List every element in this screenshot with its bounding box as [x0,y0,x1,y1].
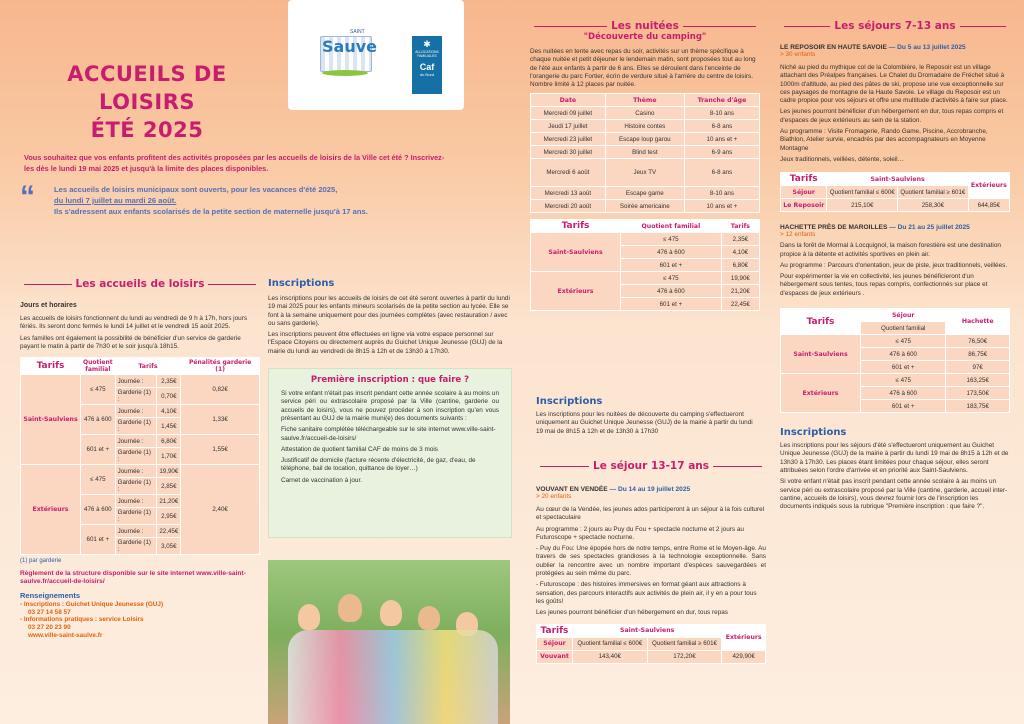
accueils-section: Les accueils de loisirs Jours et horaires Les accueils de loisirs fonctionnent du lundi au vendredi de 9 h à 17h, hors jours fériés. Ils seront donc fermés le lundi 14 juillet et le vendredi 15 août 2025. Les familles ont également la possibilité de bénéficier d'un service de garderie payant le matin à partir de 7h30 et le soir jusqu'à 18h15. Tarifs Quotient familial Tarifs Pénalités garderie (1) Saint-Saulviens ≤ 475 Journée : 2,35€ 0,82€ Garderie (1) : 0,70€ 476 à 600 Journée : 4,10€ 1,33€ Garderie (1) : 1,45€ 601 et + Journée : 6,80€ 1,55€ Garderie (1) : 1,70€ Extérieurs ≤ 475 Journée : 19,90€ 2,40€ Garderie (1) : 2,85€ 476 à 600 Journée : 21,20€ Garderie (1) : 2,95€ 601 et + Journée : 22,45€ Garderie (1) : 3,05€ (1) par garderie Règlement de la structure disponible sur le site internet www.ville-saint-saulve.fr/accueil-de-loisirs/ Renseignements - Inscriptions : Guichet Unique Jeunesse (GUJ) 03 27 14 58 57 - Informations pratiques : service Loisirs 03 27 20 23 90 www.ville-saint-saulve.fr [20,278,260,724]
sejour-13-17-section: Le séjour 13-17 ans VOUVANT EN VENDÉE — Du 14 au 19 juillet 2025 > 20 enfants Au cœur de la Vendée, les jeunes ados participeront à un séjour à la fois culturel et spectaculaire Au programme : 2 jours au Puy du Fou + spectacle nocturne et 2 jours au Futuroscope + spectacle nocturne. - Puy du Fou: Une épopée hors de notre temps, entre Rome et le Moyen-âge. Au travers de ses spectacles grandioses à la technologie exceptionnelle. Sans oublier la rencontre avec un nombre important d'espèces sauvegardées et protégées au sein même du parc. - Futuroscope : des histoires immersives en format géant aux attractions à sensation, des parcours interactifs aux activités de plein air, il y en a pour tous les goûts! Les jeunes pourront bénéficier d'un hébergement en dur, tous repas Tarifs Saint-Saulviens Extérieurs Séjour Quotient familial ≤ 600€ Quotient familial ≥ 601€ Vouvant 143,40€ 172,20€ 429,90€ [536,460,766,724]
sejour-13-17-heading: Le séjour 13-17 ans [536,460,766,472]
inscriptions-section: Inscriptions Les inscriptions pour les accueils de loisirs de cet été seront ouvertes à partir du lundi 19 mai 2025 pour les enfants mineurs scolarisés de la petite section au lycée. Elle se font à la semaine uniquement pour des journées complètes (avec restauration / avec ou sans garderie). Les inscriptions peuvent être effectuées en ligne via votre espace personnel sur l'Espace Citoyens ou directement auprès du Guichet Unique Jeunesse (GUJ) de la mairie du lundi au vendredi de 8h15 à 12h et de 13h30 à 17h30. Première inscription : que faire ? Si votre enfant n'était pas inscrit pendant cette année scolaire à au moins un service péri ou extrascolaire proposé par la Ville (cantine, garderie ou accueils de loisirs), vous ne pouvez procéder à son inscription qu'en vous présentant au GUJ de la mairie muni(e) des documents suivants : Fiche sanitaire complétée téléchargeable sur le site internet www.ville-saint-saulve.fr/accueil-de-loisirs/ Attestation de quotient familial CAF de moins de 3 mois Justificatif de domicile (facture récente d'électricité, de gaz, d'eau, de téléphone, bail de location, quittance de loyer…) Carnet de vaccination à jour. [268,278,512,724]
sejours-7-13-heading: Les séjours 7-13 ans [780,20,1010,32]
sejours-7-13-section: Les séjours 7-13 ans LE REPOSOIR EN HAUTE SAVOIE — Du 5 au 13 juillet 2025 > 30 enfants Niché au pied du mythique col de la Colombière, le Reposoir est un village attachant des Préalpes françaises. Le Chalet du Dromadaire de Fréchet situé à 1000m d'altitude, au pied des pâtes de ski, propose une vue exceptionnelle sur ces paysages de montagne de la Haute Savoie. Le village du Reposoir est un cadre propice pour vos séjours et offre une multitude d'activités à faire sur place. Les jeunes pourront bénéficier d'un hébergement en dur, tous repas compris et d'espaces de jeux extérieurs au sein de la station. Au programme : Visite Fromagerie, Rando Game, Piscine, Accrobranche, Biathlon, Atelier survie, encadrés par des accompagnateurs en Moyenne Montagne Jeux traditionnels, veillées, détente, soleil… Tarifs Saint-Saulviens Extérieurs Séjour Quotient familial ≤ 600€ Quotient familial ≥ 601€ Le Reposoir 215,10€ 258,30€ 644,85€ HACHETTE PRÈS DE MAROILLES — Du 21 au 25 juillet 2025 > 12 enfants Dans la forêt de Mormal à Locquignol, la maison forestière est une destination propice à la détente et activités sportives en plein air. Au programme : Parcours d'orientation, jeux de piste, jeux traditionnels, veillées. Pour expérimenter la vie en collectivité, les jeunes bénéficieront d'un hébergement sous tentes, tous repas compris, confectionnés sur place et d'espaces de jeux extérieurs . Tarifs Séjour Hachette Quotient familial Saint-Saulviens ≤ 475 76,50€ 476 à 600 86,75€ 601 et + 97€ Extérieurs ≤ 475 163,25€ 476 à 600 173,50€ 601 et + 183,75€ Inscriptions Les inscriptions pour les séjours d'été s'effectueront uniquement au Guichet Unique Jeunesse (GUJ) de la mairie à partir du lundi 19 mai de 8h15 à 12h et de 13h30 à 17h30. Les places étant limitées pour chaque séjour, elles seront attribuées selon l'ordre d'arrivée et en priorité aux Saint-Saulviens. Si votre enfant n'était pas inscrit pendant cette année scolaire à au moins un service péri ou extrascolaire proposé par la Ville (cantine, garderie, accueil inter-cantine, accueils de loisirs), vous devrez fournir lors de l'inscription les documents indiqués sous la rubrique "Première inscription : que faire ?". [780,20,1009,511]
nuitees-section: Les nuitées "Découverte du camping" Des nuitées en tente avec repas du soir, activités sur un thème spécifique à chaque nuitée et petit déjeuner le lendemain matin, sont proposées tout au long de l'été aux enfants à partir de 6 ans. Elles se déroulent dans l'enceinte de l'orangerie du parc Fortier, écrin de verdure situé à l'arrière du centre de loisirs. Nombre limité à 12 places par nuitée. Date Thème Tranche d'âge Mercredi 09 juillet Casino 8-10 ans Jeudi 17 juillet Histoire contes 6-8 ans Mercredi 23 juillet Escape loup garou 10 ans et + Mercredi 30 juillet Blind test 6-9 ans Mercredi 6 août Jeux TV 6-8 ans Mercredi 13 août Escape game 8-10 ans Mercredi 20 août Soirée americaine 10 ans et + Tarifs Quotient familial Tarifs Saint-Saulviens ≤ 475 2,35€ 476 à 600 4,10€ 601 et + 6,80€ Extérieurs ≤ 475 19,90€ 476 à 600 21,20€ 601 et + 22,45€ [530,20,760,440]
first-registration-box: Première inscription : que faire ? Si votre enfant n'était pas inscrit pendant cette année scolaire à au moins un service péri ou extrascolaire proposé par la Ville (cantine, garderie ou accueils de loisirs), vous ne pouvez procéder à son inscription qu'en vous présentant au GUJ de la mairie muni(e) des documents suivants : Fiche sanitaire complétée téléchargeable sur le site internet www.ville-saint-saulve.fr/accueil-de-loisirs/ Attestation de quotient familial CAF de moins de 3 mois Justificatif de domicile (facture récente d'électricité, de gaz, d'eau, de téléphone, bail de location, quittance de loyer…) Carnet de vaccination à jour. [268,368,512,538]
table-row: Mercredi 6 août Jeux TV 6-8 ans [531,159,760,187]
reposoir-tarifs-table: Tarifs Saint-Saulviens Extérieurs Séjour Quotient familial ≤ 600€ Quotient familial ≥ 601€ Le Reposoir 215,10€ 258,30€ 644,85€ [780,172,1010,212]
nuitees-table: Date Thème Tranche d'âge Mercredi 09 juillet Casino 8-10 ans Jeudi 17 juillet Histoire contes 6-8 ans Mercredi 23 juillet Escape loup garou 10 ans et + Mercredi 30 juillet Blind test 6-9 ans Mercredi 6 août Jeux TV 6-8 ans Mercredi 13 août Escape game 8-10 ans Mercredi 20 août Soirée americaine 10 ans et + [530,93,760,213]
table-row: Mercredi 23 juillet Escape loup garou 10 ans et + [531,133,760,146]
saint-saulve-logo: SAINT Sauve [316,24,378,80]
nuitees-inscriptions: Inscriptions Les inscriptions pour les nuitées de découverte du camping s'effectueront uniquement au Guichet Unique Jeunesse (GUJ) de la mairie à partir du lundi 19 mai de 8h15 à 12h et de 13h30 à 17h30 [536,396,753,435]
logo-card [288,0,464,110]
table-row: Mercredi 13 août Escape game 8-10 ans [531,187,760,200]
page-title: ACCUEILS DE LOISIRS ÉTÉ 2025 [67,62,227,142]
accueils-heading: Les accueils de loisirs [20,278,260,290]
hachette-tarifs-table: Tarifs Séjour Hachette Quotient familial Saint-Saulviens ≤ 475 76,50€ 476 à 600 86,75€ 601 et + 97€ Extérieurs ≤ 475 163,25€ 476 à 600 173,50€ 601 et + 183,75€ [780,308,1010,413]
nuitees-heading: Les nuitées [530,20,760,32]
caf-logo: ✱ ALLOCATIONS FAMILIALES Caf du Nord [412,36,442,94]
quote-icon: “ [20,184,35,213]
dates-quote: “ Les accueils de loisirs municipaux sont ouverts, pour les vacances d'été 2025, du lundi 7 juillet au mardi 26 août. Ils s'adressent aux enfants scolarisés de la petite section de maternelle jusqu'à 17 ans. [20,184,368,216]
intro-text: Vous souhaitez que vos enfants profitent des activités proposées par les accueils de loisirs de la Ville cet été ? Inscrivez-les dès le lundi 19 mai 2025 et jusqu'à la limite des places disponibles. [24,153,445,173]
table-row: Jeudi 17 juillet Histoire contes 6-8 ans [531,120,760,133]
vouvant-tarifs-table: Tarifs Saint-Saulviens Extérieurs Séjour Quotient familial ≤ 600€ Quotient familial ≥ 601€ Vouvant 143,40€ 172,20€ 429,90€ [536,624,766,664]
table-row: Mercredi 09 juillet Casino 8-10 ans [531,107,760,120]
caf-family-icon: ✱ [423,39,431,49]
table-row: Mercredi 30 juillet Blind test 6-9 ans [531,146,760,159]
table-row: Mercredi 20 août Soirée americaine 10 ans et + [531,200,760,213]
children-photo [268,560,510,724]
nuitees-tarifs-table: Tarifs Quotient familial Tarifs Saint-Saulviens ≤ 475 2,35€ 476 à 600 4,10€ 601 et + 6,80€ Extérieurs ≤ 475 19,90€ 476 à 600 21,20€ 601 et + 22,45€ [530,219,760,311]
accueils-tarifs-table: Tarifs Quotient familial Tarifs Pénalités garderie (1) Saint-Saulviens ≤ 475 Journée : 2,35€ 0,82€ Garderie (1) : 0,70€ 476 à 600 Journée : 4,10€ 1,33€ Garderie (1) : 1,45€ 601 et + Journée : 6,80€ 1,55€ Garderie (1) : 1,70€ Extérieurs ≤ 475 Journée : 19,90€ 2,40€ Garderie (1) : 2,85€ 476 à 600 Journée : 21,20€ Garderie (1) : 2,95€ 601 et + Journée : 22,45€ Garderie (1) : 3,05€ [20,357,260,555]
